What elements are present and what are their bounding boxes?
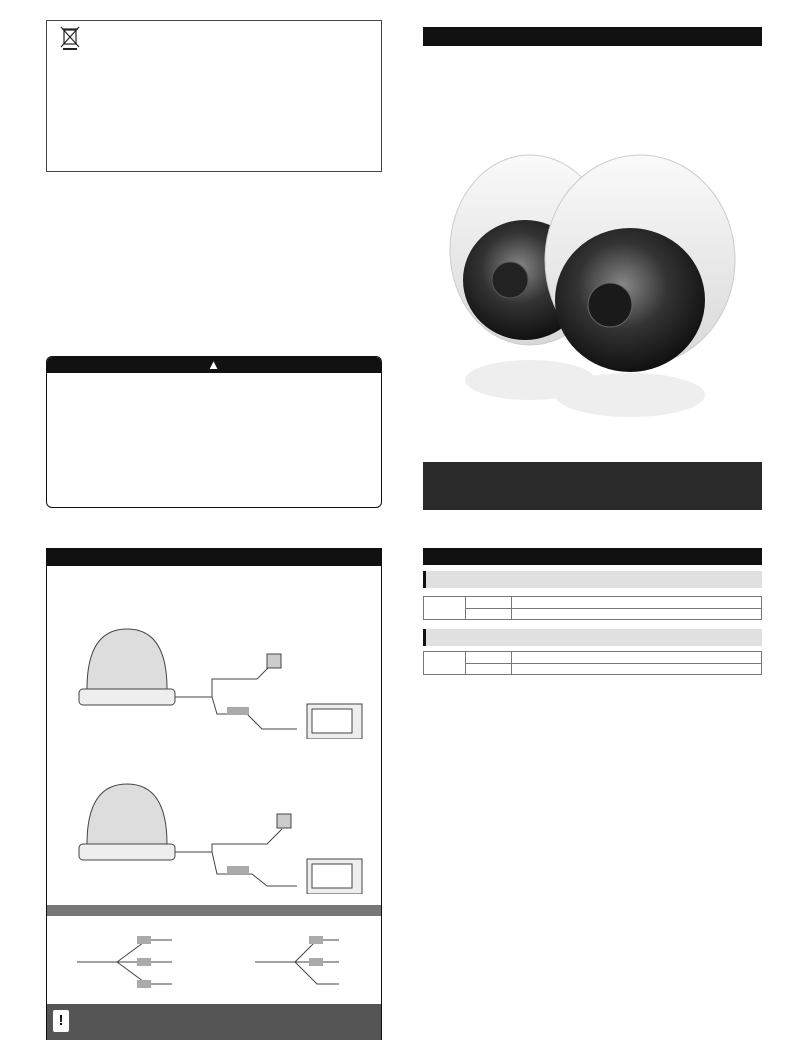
specifications-header (423, 548, 762, 565)
led-type-header (423, 629, 762, 646)
camera-photo (440, 130, 770, 430)
led-spec-table (423, 651, 762, 675)
dc12-diagram (67, 619, 367, 739)
intro-box (423, 462, 762, 510)
caution-box (46, 356, 382, 508)
cable-option-header (47, 905, 381, 916)
warning-triangle-icon: ▲ (207, 357, 221, 372)
connection-header (47, 549, 381, 566)
cable-diagram (77, 932, 377, 1002)
spec-table (423, 596, 762, 620)
disposal-box (46, 20, 382, 172)
caution-header (47, 357, 381, 373)
specifications-section (423, 548, 762, 675)
table-row (424, 597, 762, 609)
table-row (424, 652, 762, 664)
table-row (424, 663, 762, 675)
exclamation-icon: ! (53, 1010, 69, 1032)
dual-diagram (67, 774, 367, 894)
standard-type-header (423, 571, 762, 588)
crossed-bin-icon (59, 25, 81, 51)
table-row (424, 608, 762, 620)
humidity-warning (47, 1004, 381, 1040)
connection-section (46, 548, 382, 1040)
page-title (423, 27, 762, 46)
